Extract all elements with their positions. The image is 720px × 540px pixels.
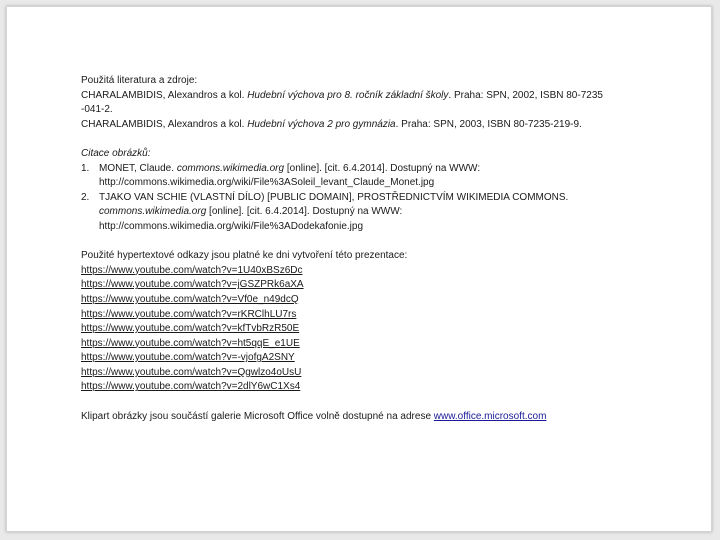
citation-2-url: http://commons.wikimedia.org/wiki/File%3ADodekafonie.jpg — [99, 220, 364, 232]
youtube-link-8[interactable]: https://www.youtube.com/watch?v=Qgwlzo4oUsU — [81, 366, 302, 378]
literature-entry-2-publisher: . Praha: SPN, 2003, ISBN 80-7235-219-9. — [395, 118, 582, 130]
literature-entry-2-authors: CHARALAMBIDIS, Alexandros a kol. — [81, 118, 245, 130]
citation-1-number: 1. — [81, 162, 90, 174]
youtube-link-4[interactable]: https://www.youtube.com/watch?v=rKRClhLU7rs — [81, 308, 297, 320]
citation-1-author: MONET, Claude. — [99, 162, 175, 174]
hyperlink-item — [81, 278, 681, 293]
youtube-link-2[interactable]: https://www.youtube.com/watch?v=jGSZPRk6aXA — [81, 279, 304, 291]
citations-heading-text: Citace obrázků: — [81, 147, 151, 159]
hyperlink-item — [81, 366, 681, 381]
slide-content — [81, 74, 681, 424]
hyperlink-item — [81, 264, 681, 279]
hyperlink-item — [81, 337, 681, 352]
literature-entry-2 — [81, 118, 681, 133]
hyperlink-item — [81, 351, 681, 366]
youtube-link-7[interactable]: https://www.youtube.com/watch?v=-vjofgA2SNY — [81, 352, 295, 364]
literature-entry-1 — [81, 89, 681, 104]
office-microsoft-link[interactable]: www.office.microsoft.com — [433, 410, 547, 422]
literature-entry-1-continuation: -041-2. — [81, 104, 113, 116]
clipart-note — [81, 410, 681, 425]
youtube-link-3[interactable]: https://www.youtube.com/watch?v=Vf0e_n49dcQ — [81, 293, 299, 305]
clipart-text: Klipart obrázky jsou součástí galerie Microsoft Office volně dostupné na adrese — [81, 410, 434, 422]
literature-entry-1-title: Hudební výchova pro 8. ročník základní školy — [247, 89, 449, 101]
literature-heading: Použitá literatura a zdroje: — [81, 75, 198, 86]
citation-2-source-line — [81, 205, 681, 220]
youtube-link-1[interactable]: https://www.youtube.com/watch?v=1U40xBSz6Dc — [81, 264, 303, 276]
hyperlink-item — [81, 308, 681, 323]
youtube-link-5[interactable]: https://www.youtube.com/watch?v=kfTvbRzR50E — [81, 323, 300, 335]
hyperlinks-heading: Použité hypertextové odkazy jsou platné ke dni vytvoření této prezentace: — [81, 250, 408, 262]
spacer — [81, 235, 681, 250]
spacer — [81, 132, 681, 147]
literature-entry-2-title: Hudební výchova 2 pro gymnázia — [247, 118, 396, 130]
citation-2-rest: [online]. [cit. 6.4.2014]. Dostupný na WWW: — [206, 206, 403, 218]
citations-heading — [81, 147, 681, 162]
citation-1-url: http://commons.wikimedia.org/wiki/File%3ASoleil_levant_Claude_Monet.jpg — [99, 177, 435, 189]
citation-2-author: TJAKO VAN SCHIE (VLASTNÍ DÍLO) [PUBLIC DOMAIN], PROSTŘEDNICTVÍM WIKIMEDIA COMMONS. — [99, 191, 569, 203]
slide — [6, 6, 712, 532]
citation-1-source: commons.wikimedia.org — [176, 162, 285, 174]
citation-2-source: commons.wikimedia.org — [99, 206, 207, 218]
citation-item-1 — [81, 162, 681, 177]
citation-item-2 — [81, 191, 681, 206]
spacer — [81, 395, 681, 410]
literature-entry-1-publisher: . Praha: SPN, 2002, ISBN 80-7235 — [448, 89, 603, 101]
hyperlink-item — [81, 293, 681, 308]
citation-1-rest: [online]. [cit. 6.4.2014]. Dostupný na WWW: — [284, 162, 481, 174]
hyperlink-item — [81, 322, 681, 337]
literature-entry-1-authors: CHARALAMBIDIS, Alexandros a kol. — [81, 89, 245, 101]
youtube-link-9[interactable]: https://www.youtube.com/watch?v=2dlY6wC1Xs4 — [81, 381, 301, 393]
citation-2-number: 2. — [81, 191, 90, 203]
hyperlink-item — [81, 380, 681, 395]
youtube-link-6[interactable]: https://www.youtube.com/watch?v=ht5qqE_e1UE — [81, 337, 300, 349]
